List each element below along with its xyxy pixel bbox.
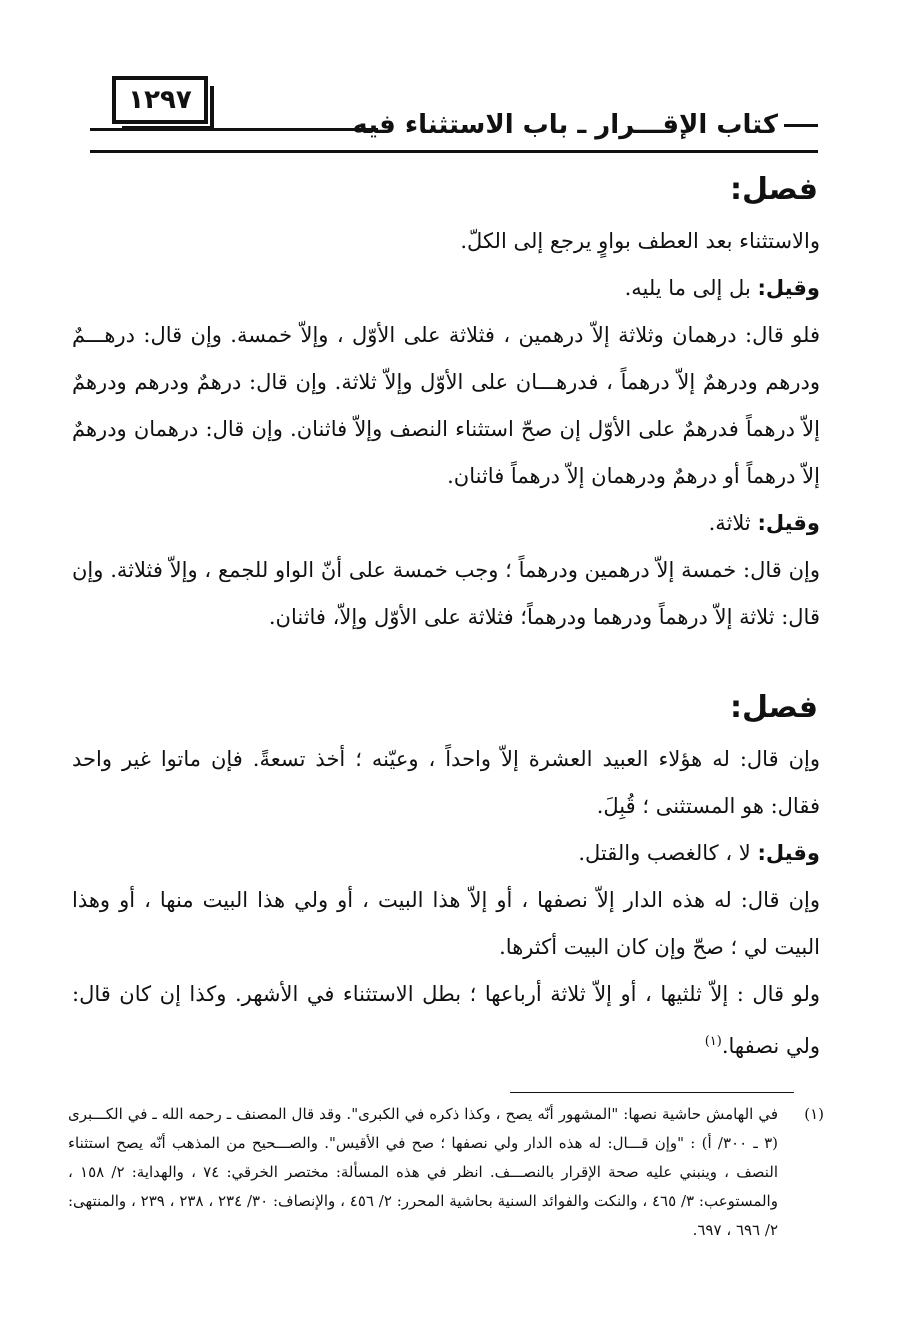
- paragraph: [72, 265, 820, 312]
- footnote: [68, 1100, 822, 1245]
- section-heading-2: [730, 690, 818, 725]
- footnote-reference: (١): [704, 1034, 722, 1049]
- paragraph-text: لا ، كالغصب والقتل.: [578, 841, 758, 865]
- running-header-title: كتاب الإقـــرار ـ باب الاستثناء فيه: [352, 110, 778, 140]
- footnote-text: في الهامش حاشية نصها: "المشهور أنّه يصح ، وكذا ذكره في الكبرى". وقد قال المصنف ـ رحمه الله ـ في الكـــبرى (٣ ـ ٣٠٠/ أ) : "وإن قـــال: له هذه الدار ولي نصفها ؛ صح في الأقيس". والصـــحيح من المذهب أنّه يصح استثناء النصف ، وينبني عليه صحة الإقرار بالنصـــف. انظر في هذه المسألة: مختصر الخرقي: ٧٤ ، والهداية: ٢/ ١٥٨ ، والمستوعب: ٣/ ٤٦٥ ، والنكت والفوائد السنية بحاشية المحرر: ٢/ ٤٥٦ ، والإنصاف: ٣٠/ ٢٣٤ ، ٢٣٨ ، ٢٣٩ ، والمنتهى: ٢/ ٦٩٦ ، ٦٩٧.: [68, 1105, 779, 1239]
- section-heading-1: [730, 172, 818, 207]
- page-number: ١٢٩٧: [112, 76, 208, 124]
- keyword: وقيل:: [757, 276, 820, 300]
- section-1-body: [72, 218, 820, 641]
- paragraph: وإن قال: له هذه الدار إلاّ نصفها ، أو إلاّ هذا البيت ، أو ولي هذا البيت منها ، أو وهذا البيت لي ؛ صحّ وإن كان البيت أكثرها.: [72, 888, 820, 959]
- paragraph: فلو قال: درهمان وثلاثة إلاّ درهمين ، فثلاثة على الأوّل ، وإلاّ خمسة. وإن قال: درهـــمٌ ودرهم ودرهمٌ إلاّ درهماً ، فدرهـــان على الأوّل وإلاّ ثلاثة. وإن قال: درهمٌ ودرهم ودرهمٌ إلاّ درهماً فدرهمٌ على الأوّل إن صحّ استثناء النصف وإلاّ فاثنان. وإن قال: درهمان ودرهمٌ إلاّ درهماً أو درهمٌ ودرهمان إلاّ درهماً فاثنان.: [72, 323, 820, 488]
- paragraph: وإن قال: له هؤلاء العبيد العشرة إلاّ واحداً ، وعيّنه ؛ أخذ تسعةً. فإن ماتوا غير واحد فقال: هو المستثنى ؛ قُبِلَ.: [72, 747, 820, 818]
- keyword: وقيل:: [757, 841, 820, 865]
- paragraph: [72, 500, 820, 547]
- footnote-marker: (١): [804, 1105, 824, 1123]
- paragraph: [72, 830, 820, 877]
- paragraph: والاستثناء بعد العطف بواوٍ يرجع إلى الكلّ.: [460, 229, 820, 253]
- header-rule-left: [90, 128, 378, 131]
- paragraph-text: ولو قال : إلاّ ثلثيها ، أو إلاّ ثلاثة أرباعها ؛ بطل الاستثناء في الأشهر. وكذا إن كان قال: ولي نصفها.: [72, 982, 820, 1058]
- header-dash: [784, 124, 818, 127]
- paragraph: وإن قال: خمسة إلاّ درهمين ودرهماً ؛ وجب خمسة على أنّ الواو للجمع ، وإلاّ فثلاثة. وإن قال: ثلاثة إلاّ درهماً ودرهما ودرهماً؛ فثلاثة على الأوّل وإلاّ، فاثنان.: [72, 558, 820, 629]
- section-2-body: [72, 736, 820, 1070]
- paragraph-text: بل إلى ما يليه.: [624, 276, 758, 300]
- section-heading-1-text: فصل:: [730, 172, 818, 207]
- header-rule: [90, 150, 818, 153]
- paragraph: [72, 971, 820, 1070]
- keyword: وقيل:: [757, 511, 820, 535]
- paragraph-text: ثلاثة.: [708, 511, 758, 535]
- footnote-rule: [510, 1092, 794, 1093]
- section-heading-2-text: فصل:: [730, 690, 818, 725]
- running-header: [352, 110, 818, 140]
